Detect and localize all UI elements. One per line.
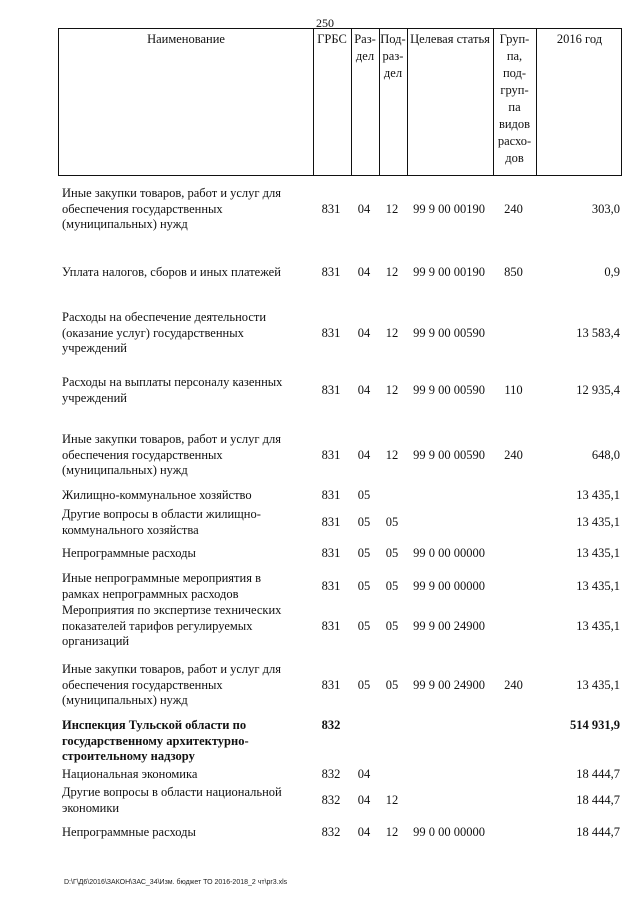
header-tselevaya-statya: Целевая статья [410,32,490,46]
row-podrazdel: 12 [385,383,399,397]
row-razdel: 05 [357,546,371,560]
row-grbs: 831 [321,515,341,529]
row-amount-2016: 303,0 [591,202,620,216]
row-amount-2016: 18 444,7 [576,793,620,807]
row-grbs: 831 [321,579,341,593]
row-amount-2016: 12 935,4 [576,383,620,397]
row-grbs: 831 [321,265,341,279]
row-grbs: 831 [321,448,341,462]
page-number: 250 [316,16,334,30]
row-podrazdel: 12 [385,326,399,340]
row-amount-2016: 0,9 [604,265,620,279]
row-grbs: 831 [321,383,341,397]
row-grbs: 831 [321,202,341,216]
row-podrazdel: 12 [385,448,399,462]
row-grbs: 832 [321,793,341,807]
row-razdel: 04 [357,326,371,340]
row-podrazdel: 12 [385,265,399,279]
row-name: Расходы на выплаты персоналу казенных учреждений [62,375,283,405]
row-grbs: 831 [321,546,341,560]
row-vid-rashodov: 110 [504,383,523,397]
row-podrazdel: 05 [385,546,399,560]
row-name: Иные закупки товаров, работ и услуг для обеспечения государственных (муниципальных) нужд [62,186,282,231]
row-name: Непрограммные расходы [62,825,196,839]
row-razdel: 05 [357,515,371,529]
row-grbs: 832 [321,767,341,781]
row-vid-rashodov: 850 [504,265,523,279]
row-name: Иные закупки товаров, работ и услуг для обеспечения государственных (муниципальных) нужд [62,662,282,707]
row-tselevaya-statya: 99 9 00 00000 [413,579,485,593]
row-amount-2016: 13 435,1 [576,515,620,529]
row-amount-2016: 13 435,1 [576,619,620,633]
row-podrazdel: 05 [385,579,399,593]
row-razdel: 04 [357,825,371,839]
row-grbs: 831 [321,619,341,633]
row-name: Инспекция Тульской области по государственному архитектурно-строительному надзору [62,718,249,763]
header-podrazdel: Под- раз- дел [380,32,406,80]
row-grbs: 831 [321,326,341,340]
row-name: Непрограммные расходы [62,546,196,560]
row-name: Мероприятия по экспертизе технических показателей тарифов регулируемых организаций [62,603,282,648]
row-name: Расходы на обеспечение деятельности (оказание услуг) государственных учреждений [62,310,267,355]
row-tselevaya-statya: 99 9 00 24900 [413,619,485,633]
row-grbs: 831 [321,488,341,502]
table-header [58,28,622,176]
row-razdel: 04 [357,383,371,397]
row-vid-rashodov: 240 [504,678,523,692]
row-amount-2016: 13 435,1 [576,546,620,560]
row-name: Жилищно-коммунальное хозяйство [62,488,252,502]
row-podrazdel: 05 [385,515,399,529]
row-podrazdel: 05 [385,678,399,692]
row-name: Иные закупки товаров, работ и услуг для обеспечения государственных (муниципальных) нужд [62,432,282,477]
row-name: Другие вопросы в области национальной экономики [62,785,282,815]
row-razdel: 04 [357,202,371,216]
row-razdel: 04 [357,265,371,279]
header-grbs: ГРБС [317,32,347,46]
row-name: Уплата налогов, сборов и иных платежей [62,265,281,279]
row-amount-2016: 18 444,7 [576,767,620,781]
row-razdel: 04 [357,767,371,781]
row-podrazdel: 12 [385,202,399,216]
row-razdel: 04 [357,793,371,807]
row-amount-2016: 13 583,4 [576,326,620,340]
header-gruppa-vidov-rashodov: Груп- па, под- груп- па видов расхо- дов [497,32,532,165]
row-tselevaya-statya: 99 0 00 00000 [413,825,485,839]
row-grbs: 831 [321,678,341,692]
row-tselevaya-statya: 99 9 00 24900 [413,678,485,692]
row-razdel: 04 [357,448,371,462]
header-name: Наименование [147,32,225,46]
row-amount-2016: 18 444,7 [576,825,620,839]
row-grbs: 832 [321,825,341,839]
row-podrazdel: 12 [385,793,399,807]
file-path-footer: D:\Г\Д6\2016\ЗАКОН\ЗАС_34\Изм. бюджет ТО 2016-2018_2 чт\pr3.xls [64,879,288,886]
header-razdel: Раз- дел [354,32,376,63]
row-amount-2016: 514 931,9 [570,718,620,732]
row-amount-2016: 13 435,1 [576,488,620,502]
row-name: Национальная экономика [62,767,198,781]
row-razdel: 05 [357,579,371,593]
row-name: Другие вопросы в области жилищно-коммунального хозяйства [62,507,261,537]
row-razdel: 05 [357,678,371,692]
row-podrazdel: 12 [385,825,399,839]
row-vid-rashodov: 240 [504,202,523,216]
row-amount-2016: 648,0 [591,448,620,462]
row-tselevaya-statya: 99 9 00 00190 [413,265,485,279]
row-vid-rashodov: 240 [504,448,523,462]
row-razdel: 05 [357,488,371,502]
header-year: 2016 год [556,32,603,46]
row-tselevaya-statya: 99 9 00 00590 [413,383,485,397]
row-amount-2016: 13 435,1 [576,678,620,692]
row-podrazdel: 05 [385,619,399,633]
row-tselevaya-statya: 99 9 00 00590 [413,326,485,340]
row-razdel: 05 [357,619,371,633]
row-name: Иные непрограммные мероприятия в рамках непрограммных расходов [62,571,261,601]
row-tselevaya-statya: 99 9 00 00190 [413,202,485,216]
row-tselevaya-statya: 99 0 00 00000 [413,546,485,560]
row-amount-2016: 13 435,1 [576,579,620,593]
row-tselevaya-statya: 99 9 00 00590 [413,448,485,462]
row-grbs: 832 [321,718,341,732]
